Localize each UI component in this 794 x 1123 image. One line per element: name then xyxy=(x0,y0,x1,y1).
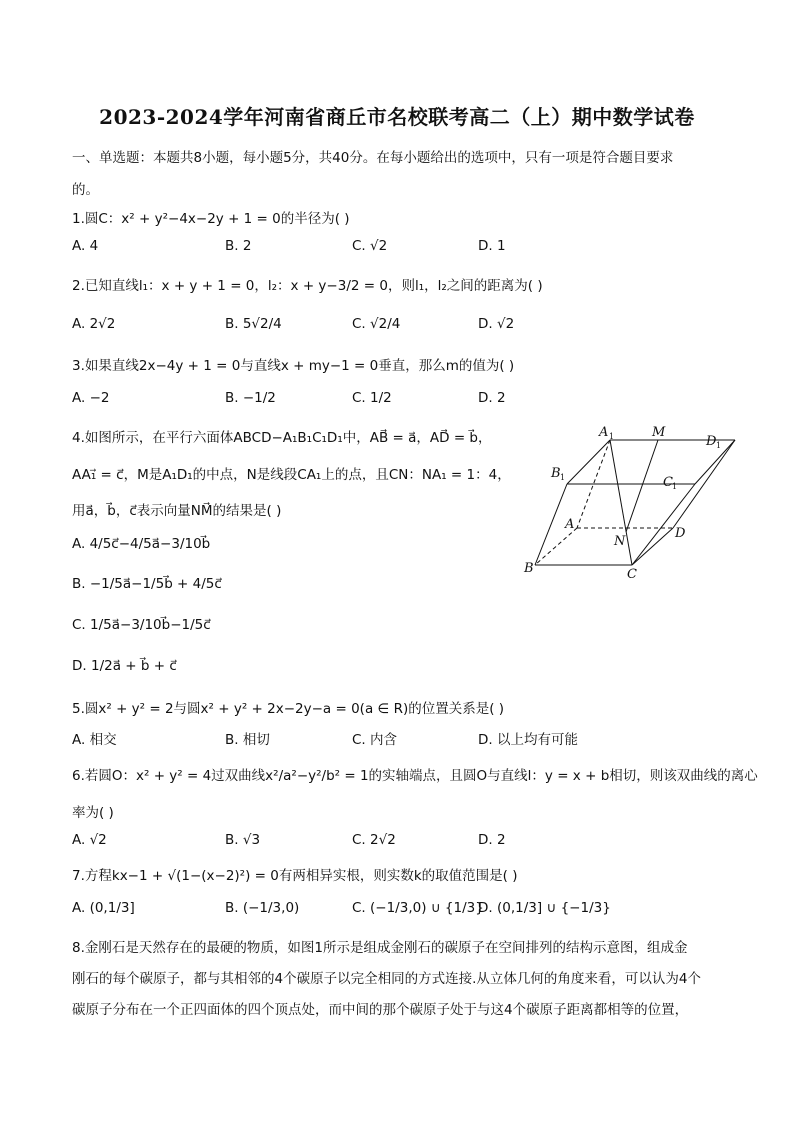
label-b: B xyxy=(524,561,534,576)
question-6-line-1: 6.若圆O：x² + y² = 4过双曲线x²/a²−y²/b² = 1的实轴端点，且圆O与直线l：y = x + b相切，则该双曲线的离心 xyxy=(72,768,758,784)
edge-c1-c xyxy=(632,484,695,565)
parallelepiped-figure xyxy=(520,420,750,585)
label-b1-sub: 1 xyxy=(560,473,566,482)
question-5-stem: 5.圆x² + y² = 2与圆x² + y² + 2x−2y−a = 0(a ∈ R)的位置关系是( ) xyxy=(72,701,505,717)
question-2-stem: 2.已知直线l₁：x + y + 1 = 0，l₂：x + y−3/2 = 0，则l₁，l₂之间的距离为( ) xyxy=(72,278,543,294)
edge-c-d xyxy=(632,528,673,565)
question-8-line-1: 8.金刚石是天然存在的最硬的物质，如图1所示是组成金刚石的碳原子在空间排列的结构示意图，组成金 xyxy=(72,940,688,956)
label-a: A xyxy=(565,517,575,532)
label-d1: D xyxy=(706,434,717,449)
option-c: C. 内含 xyxy=(352,732,398,748)
question-4-option-b: B. −1/5a⃗−1/5b⃗ + 4/5c⃗ xyxy=(72,576,222,592)
option-c: C. 2√2 xyxy=(352,832,396,848)
label-d: D xyxy=(675,526,686,541)
option-b: B. 相切 xyxy=(225,732,270,748)
option-b: B. (−1/3,0) xyxy=(225,900,300,916)
label-c1: C xyxy=(663,475,673,490)
question-4-line-2: AA₁⃗ = c⃗，M是A₁D₁的中点，N是线段CA₁上的点，且CN：NA₁ = 1：4， xyxy=(72,467,511,483)
label-a1: A xyxy=(599,425,609,440)
edge-b1-b xyxy=(535,484,567,565)
option-c: C. √2 xyxy=(352,238,388,254)
question-4-option-a: A. 4/5c⃗−4/5a⃗−3/10b⃗ xyxy=(72,536,211,552)
question-7-stem: 7.方程kx−1 + √(1−(x−2)²) = 0有两相异实根，则实数k的取值范围是( ) xyxy=(72,868,518,884)
question-6-line-2: 率为( ) xyxy=(72,805,114,821)
question-8-line-3: 碳原子分布在一个正四面体的四个顶点处，而中间的那个碳原子处于与这4个碳原子距离都相等的位置， xyxy=(72,1002,689,1018)
option-a: A. √2 xyxy=(72,832,107,848)
label-b1: B xyxy=(551,466,561,481)
section-heading-cont: 的。 xyxy=(72,182,99,198)
question-4-option-c: C. 1/5a⃗−3/10b⃗−1/5c⃗ xyxy=(72,617,211,633)
question-4-option-d: D. 1/2a⃗ + b⃗ + c⃗ xyxy=(72,658,177,674)
question-4-line-1: 4.如图所示，在平行六面体ABCD−A₁B₁C₁D₁中，AB⃗ = a⃗，AD⃗ = b⃗， xyxy=(72,430,492,446)
section-heading: 一、单选题：本题共8小题，每小题5分，共40分。在每小题给出的选项中，只有一项是符合题目要求 xyxy=(72,150,674,166)
page-title: 2023-2024学年河南省商丘市名校联考高二（上）期中数学试卷 xyxy=(99,105,695,129)
option-d: D. (0,1/3] ∪ {−1/3} xyxy=(478,900,611,916)
option-a: A. 2√2 xyxy=(72,316,116,332)
option-c: C. (−1/3,0) ∪ {1/3} xyxy=(352,900,484,916)
option-d: D. √2 xyxy=(478,316,515,332)
option-a: A. 相交 xyxy=(72,732,117,748)
question-8-line-2: 刚石的每个碳原子，都与其相邻的4个碳原子以完全相同的方式连接.从立体几何的角度来看，可以认为4个 xyxy=(72,971,701,987)
label-c1-sub: 1 xyxy=(672,482,678,491)
option-a: A. 4 xyxy=(72,238,99,254)
hidden-edge-a-b xyxy=(535,528,577,565)
option-c: C. √2/4 xyxy=(352,316,401,332)
label-n: N xyxy=(614,534,626,549)
option-d: D. 1 xyxy=(478,238,506,254)
question-3-stem: 3.如果直线2x−4y + 1 = 0与直线x + my−1 = 0垂直，那么m的值为( ) xyxy=(72,358,515,374)
option-c: C. 1/2 xyxy=(352,390,392,406)
label-d1-sub: 1 xyxy=(716,441,722,450)
question-1-stem: 1.圆C：x² + y²−4x−2y + 1 = 0的半径为( ) xyxy=(72,211,350,227)
option-b: B. 5√2/4 xyxy=(225,316,282,332)
option-b: B. −1/2 xyxy=(225,390,276,406)
option-d: D. 2 xyxy=(478,832,506,848)
option-b: B. √3 xyxy=(225,832,261,848)
option-d: D. 2 xyxy=(478,390,506,406)
label-m: M xyxy=(652,425,666,440)
option-a: A. (0,1/3] xyxy=(72,900,135,916)
label-c: C xyxy=(627,567,637,582)
edge-b1-a1 xyxy=(567,440,610,484)
segment-m-n xyxy=(626,440,658,532)
question-4-line-3: 用a⃗，b⃗，c⃗表示向量NM⃗的结果是( ) xyxy=(72,503,282,519)
label-a1-sub: 1 xyxy=(609,432,615,441)
option-a: A. −2 xyxy=(72,390,110,406)
option-b: B. 2 xyxy=(225,238,252,254)
option-d: D. 以上均有可能 xyxy=(478,732,578,748)
